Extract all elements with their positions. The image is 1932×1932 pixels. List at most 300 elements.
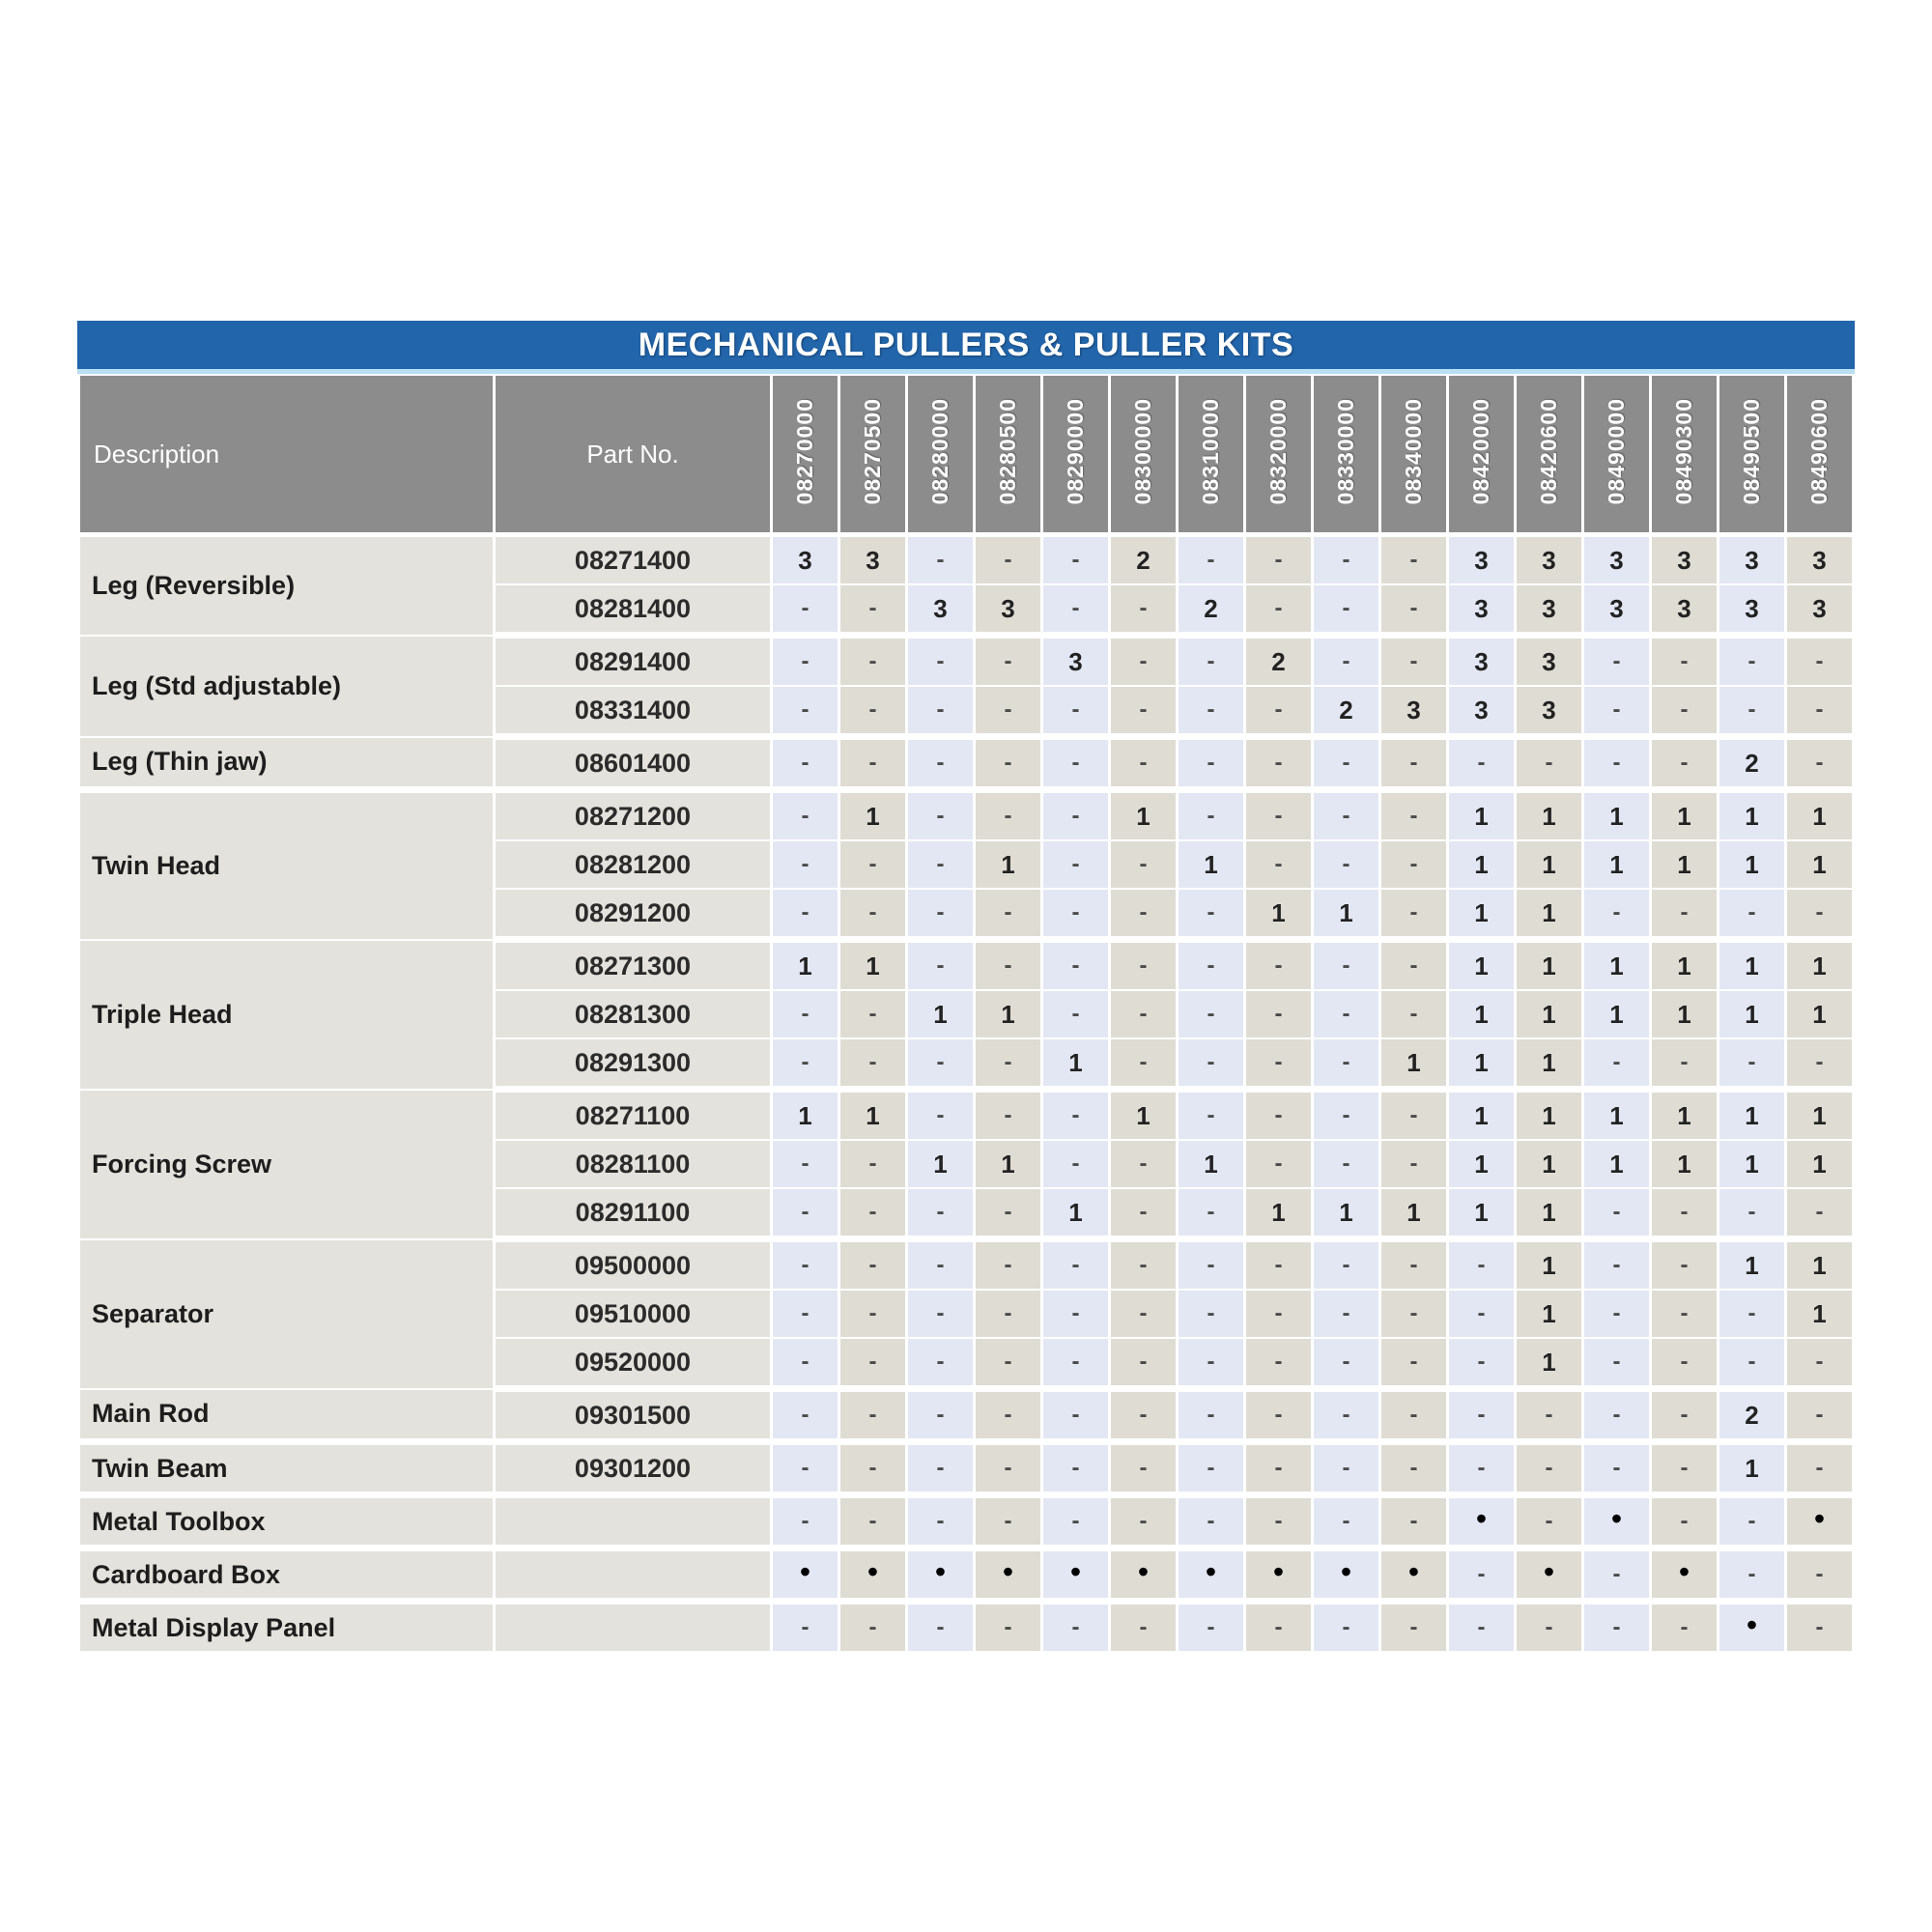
quantity-value: 1 [1001,999,1015,1029]
matrix-cell [907,535,975,585]
not-included-dash: - [1612,1561,1621,1587]
part-no-cell [495,1548,772,1602]
matrix-cell [1313,1602,1380,1655]
matrix-cell [1313,686,1380,737]
matrix-cell [1719,1239,1786,1291]
matrix-cell [1448,636,1516,687]
part-no-cell: 08271100 [495,1090,772,1141]
matrix-cell [839,1442,907,1495]
not-included-dash: - [1409,1001,1418,1027]
not-included-dash: - [1274,952,1283,979]
matrix-cell [772,840,839,889]
matrix-cell [1516,1290,1583,1338]
not-included-dash: - [1680,899,1689,925]
not-included-dash: - [1274,1151,1283,1177]
matrix-cell [839,1548,907,1602]
matrix-cell [1583,1188,1651,1239]
not-included-dash: - [1612,1402,1621,1428]
not-included-dash: - [801,1614,810,1640]
not-included-dash: - [1207,899,1215,925]
not-included-dash: - [1139,899,1148,925]
matrix-cell [1042,535,1110,585]
matrix-cell [1448,1389,1516,1442]
matrix-cell [1448,1602,1516,1655]
matrix-cell [1313,1548,1380,1602]
matrix-cell [1786,840,1854,889]
matrix-cell [839,1140,907,1188]
not-included-dash: - [1004,1349,1012,1375]
quantity-value: 3 [1542,695,1556,724]
quantity-value: 1 [1542,1047,1556,1077]
matrix-cell [1245,584,1313,636]
not-included-dash: - [1342,952,1350,979]
not-included-dash: - [868,1300,877,1326]
not-included-dash: - [1477,1300,1486,1326]
matrix-cell [1245,737,1313,790]
part-no-cell: 08291200 [495,889,772,940]
matrix-cell [1042,940,1110,991]
matrix-cell [1178,1442,1245,1495]
quantity-value: 1 [1542,999,1556,1029]
matrix-cell [1448,990,1516,1038]
quantity-value: 1 [1812,999,1827,1029]
quantity-value: 1 [866,951,880,980]
pullers-table [77,374,1855,1658]
matrix-cell [1651,1188,1719,1239]
matrix-cell [1448,1548,1516,1602]
not-included-dash: - [868,1402,877,1428]
part-no-cell: 08281200 [495,840,772,889]
not-included-dash: - [1815,1614,1824,1640]
matrix-cell [1178,737,1245,790]
not-included-dash: - [1071,1614,1080,1640]
table-row [79,790,1854,841]
not-included-dash: - [1274,1455,1283,1481]
not-included-dash: - [1612,1349,1621,1375]
matrix-cell [1516,1602,1583,1655]
not-included-dash: - [1747,1199,1756,1225]
matrix-cell [1583,840,1651,889]
matrix-cell [1042,889,1110,940]
matrix-cell [1380,1548,1448,1602]
quantity-value: 3 [1542,646,1556,676]
quantity-value: 1 [1136,1100,1151,1130]
table-row [79,1090,1854,1141]
matrix-cell [1516,990,1583,1038]
not-included-dash: - [1071,1102,1080,1128]
part-no-cell: 08271200 [495,790,772,841]
matrix-cell [1178,1389,1245,1442]
matrix-cell [1651,1338,1719,1389]
quantity-value: 1 [1745,1250,1759,1280]
matrix-cell [1583,990,1651,1038]
kit-part-number-label: 08420600 [1536,398,1561,505]
matrix-cell [1516,686,1583,737]
quantity-value: 3 [1406,695,1421,724]
matrix-cell [1651,535,1719,585]
quantity-value: 3 [1474,593,1489,623]
part-no-cell: 08271400 [495,535,772,585]
matrix-cell [1042,1239,1110,1291]
matrix-cell [1313,940,1380,991]
not-included-dash: - [1680,1455,1689,1481]
not-included-dash: - [1004,1252,1012,1278]
quantity-value: 1 [1068,1047,1083,1077]
quantity-value: 1 [1339,1197,1353,1227]
matrix-cell [1178,889,1245,940]
matrix-cell [1583,535,1651,585]
matrix-cell [1786,1038,1854,1090]
matrix-cell [1178,1239,1245,1291]
not-included-dash: - [1680,648,1689,674]
not-included-dash: - [936,1049,945,1075]
kit-part-number-label: 08290000 [1063,398,1088,505]
not-included-dash: - [936,952,945,979]
matrix-cell [839,1338,907,1389]
quantity-value: 1 [1812,1298,1827,1328]
matrix-cell [1110,737,1178,790]
matrix-cell [839,1239,907,1291]
matrix-cell [1786,686,1854,737]
not-included-dash: - [1409,899,1418,925]
not-included-dash: - [1071,899,1080,925]
not-included-dash: - [1274,547,1283,573]
quantity-value: 1 [1542,1347,1556,1377]
matrix-cell [1042,990,1110,1038]
matrix-cell [1448,1090,1516,1141]
matrix-cell [1380,535,1448,585]
matrix-cell [1313,1442,1380,1495]
table-row [79,940,1854,991]
not-included-dash: - [1274,1614,1283,1640]
quantity-value: 3 [1474,695,1489,724]
matrix-cell [975,737,1042,790]
matrix-cell [975,1389,1042,1442]
not-included-dash: - [801,1455,810,1481]
not-included-dash: - [1139,696,1148,723]
not-included-dash: - [1004,1455,1012,1481]
quantity-value: 3 [933,593,948,623]
quantity-value: 1 [1812,849,1827,879]
matrix-cell [1178,1338,1245,1389]
table-title: MECHANICAL PULLERS & PULLER KITS [77,321,1855,369]
matrix-cell [772,1140,839,1188]
kit-column-header [1178,375,1245,535]
matrix-cell [1719,737,1786,790]
kit-column-header [1448,375,1516,535]
part-no-cell: 08601400 [495,737,772,790]
kit-column-header [1042,375,1110,535]
matrix-cell [1651,686,1719,737]
matrix-cell [772,535,839,585]
matrix-cell [1448,940,1516,991]
not-included-dash: - [1409,1455,1418,1481]
not-included-dash: - [1545,750,1553,776]
matrix-cell [1245,1239,1313,1291]
description-cell: Leg (Thin jaw) [79,737,495,790]
matrix-cell [1245,686,1313,737]
quantity-value: 1 [1542,801,1556,831]
matrix-cell [772,1602,839,1655]
matrix-cell [1380,737,1448,790]
matrix-cell [1583,737,1651,790]
matrix-cell [1651,1140,1719,1188]
quantity-value: 1 [1745,1100,1759,1130]
kit-column-header [1719,375,1786,535]
matrix-cell [772,790,839,841]
quantity-value: 1 [933,1149,948,1179]
not-included-dash: - [1545,1402,1553,1428]
matrix-cell [1719,990,1786,1038]
quantity-value: 1 [1474,999,1489,1029]
not-included-dash: - [1139,1049,1148,1075]
matrix-cell [1245,1338,1313,1389]
not-included-dash: - [1815,899,1824,925]
not-included-dash: - [936,1614,945,1640]
not-included-dash: - [1680,1508,1689,1534]
matrix-cell [772,1090,839,1141]
matrix-cell [772,636,839,687]
matrix-cell [1786,636,1854,687]
matrix-cell [1786,1188,1854,1239]
matrix-cell [1380,1495,1448,1548]
matrix-cell [1110,1090,1178,1141]
not-included-dash: - [1477,1402,1486,1428]
description-cell: Metal Display Panel [79,1602,495,1655]
matrix-cell [907,940,975,991]
not-included-dash: - [868,696,877,723]
matrix-cell [1313,1239,1380,1291]
quantity-value: 2 [1339,695,1353,724]
matrix-cell [1786,1140,1854,1188]
matrix-cell [839,1290,907,1338]
matrix-cell [1786,1495,1854,1548]
table-row [79,535,1854,585]
not-included-dash: - [801,1001,810,1027]
table-body [79,535,1854,1655]
not-included-dash: - [1274,851,1283,877]
matrix-cell [839,1495,907,1548]
quantity-value: 3 [1542,545,1556,575]
not-included-dash: - [1612,696,1621,723]
matrix-cell [1313,889,1380,940]
not-included-dash: - [1815,1402,1824,1428]
not-included-dash: - [1004,547,1012,573]
matrix-cell [1651,1495,1719,1548]
matrix-cell [1516,1038,1583,1090]
included-bullet: • [1813,1501,1826,1536]
matrix-cell [1042,1090,1110,1141]
matrix-cell [1110,1239,1178,1291]
matrix-cell [1583,686,1651,737]
matrix-cell [1042,1389,1110,1442]
matrix-cell [975,686,1042,737]
matrix-cell [839,636,907,687]
matrix-cell [839,790,907,841]
matrix-cell [975,584,1042,636]
not-included-dash: - [936,899,945,925]
not-included-dash: - [1139,1455,1148,1481]
matrix-cell [1245,1495,1313,1548]
not-included-dash: - [1477,1349,1486,1375]
quantity-value: 1 [798,1100,812,1130]
included-bullet: • [1407,1554,1420,1589]
not-included-dash: - [1342,750,1350,776]
quantity-value: 2 [1745,1400,1759,1430]
not-included-dash: - [1274,1001,1283,1027]
matrix-cell [907,636,975,687]
not-included-dash: - [801,1402,810,1428]
quantity-value: 1 [1542,1298,1556,1328]
matrix-cell [1042,840,1110,889]
matrix-cell [1313,535,1380,585]
matrix-cell [1245,1389,1313,1442]
matrix-cell [1516,1389,1583,1442]
matrix-cell [1178,940,1245,991]
matrix-cell [772,1038,839,1090]
quantity-value: 1 [1204,849,1218,879]
quantity-value: 1 [1609,849,1624,879]
kit-column-header [1245,375,1313,535]
matrix-cell [907,1090,975,1141]
not-included-dash: - [1071,952,1080,979]
not-included-dash: - [1004,648,1012,674]
not-included-dash: - [801,1199,810,1225]
matrix-cell [975,636,1042,687]
not-included-dash: - [1409,750,1418,776]
not-included-dash: - [868,1349,877,1375]
kit-part-number-label: 08340000 [1401,398,1426,505]
matrix-cell [907,686,975,737]
not-included-dash: - [936,1252,945,1278]
matrix-cell [1651,1548,1719,1602]
quantity-value: 1 [1474,801,1489,831]
kit-column-header [839,375,907,535]
matrix-cell [1245,1442,1313,1495]
quantity-value: 1 [1745,999,1759,1029]
matrix-cell [1786,790,1854,841]
not-included-dash: - [868,1508,877,1534]
included-bullet: • [1678,1554,1690,1589]
matrix-cell [1178,790,1245,841]
matrix-cell [1313,1290,1380,1338]
matrix-cell [975,1239,1042,1291]
not-included-dash: - [868,1614,877,1640]
not-included-dash: - [1545,1614,1553,1640]
matrix-cell [1380,990,1448,1038]
not-included-dash: - [1477,1455,1486,1481]
not-included-dash: - [801,696,810,723]
matrix-cell [1380,940,1448,991]
quantity-value: 3 [1474,545,1489,575]
not-included-dash: - [1409,803,1418,829]
included-bullet: • [1272,1554,1285,1589]
not-included-dash: - [1004,1199,1012,1225]
not-included-dash: - [1207,1300,1215,1326]
kit-column-header [1380,375,1448,535]
matrix-cell [907,1038,975,1090]
matrix-cell [1719,889,1786,940]
matrix-cell [1245,940,1313,991]
not-included-dash: - [801,1300,810,1326]
not-included-dash: - [1004,696,1012,723]
matrix-cell [839,1602,907,1655]
not-included-dash: - [1071,595,1080,621]
not-included-dash: - [801,1252,810,1278]
matrix-cell [1110,790,1178,841]
matrix-cell [975,1442,1042,1495]
not-included-dash: - [1274,803,1283,829]
matrix-cell [772,686,839,737]
matrix-cell [907,1389,975,1442]
not-included-dash: - [1139,1508,1148,1534]
not-included-dash: - [1747,648,1756,674]
quantity-value: 3 [1609,593,1624,623]
not-included-dash: - [1342,1455,1350,1481]
quantity-value: 1 [798,951,812,980]
not-included-dash: - [868,750,877,776]
matrix-cell [1313,1338,1380,1389]
matrix-cell [1313,840,1380,889]
quantity-value: 2 [1745,748,1759,778]
matrix-cell [1786,990,1854,1038]
not-included-dash: - [1342,1252,1350,1278]
matrix-cell [1042,636,1110,687]
matrix-cell [1110,1602,1178,1655]
matrix-cell [907,1442,975,1495]
matrix-cell [1042,1548,1110,1602]
matrix-cell [1516,636,1583,687]
quantity-value: 1 [866,1100,880,1130]
quantity-value: 1 [1542,1100,1556,1130]
not-included-dash: - [1342,1151,1350,1177]
matrix-cell [1380,1188,1448,1239]
included-bullet: • [867,1554,879,1589]
not-included-dash: - [1139,1151,1148,1177]
not-included-dash: - [1139,1349,1148,1375]
matrix-cell [839,1090,907,1141]
matrix-cell [772,889,839,940]
not-included-dash: - [1274,1049,1283,1075]
matrix-cell [1313,737,1380,790]
not-included-dash: - [1071,696,1080,723]
matrix-cell [1380,686,1448,737]
matrix-cell [1786,1090,1854,1141]
matrix-cell [1719,1495,1786,1548]
matrix-cell [1786,1338,1854,1389]
not-included-dash: - [936,547,945,573]
matrix-cell [1042,584,1110,636]
matrix-cell [907,1239,975,1291]
matrix-cell [1178,535,1245,585]
matrix-cell [1651,940,1719,991]
matrix-cell [772,1442,839,1495]
kit-part-number-label: 08280500 [995,398,1020,505]
not-included-dash: - [1815,1455,1824,1481]
not-included-dash: - [1071,1508,1080,1534]
quantity-value: 3 [866,545,880,575]
description-cell: Forcing Screw [79,1090,495,1239]
included-bullet: • [1543,1554,1555,1589]
not-included-dash: - [1342,1402,1350,1428]
matrix-cell [1719,840,1786,889]
matrix-cell [1042,1602,1110,1655]
matrix-cell [1516,584,1583,636]
matrix-cell [1516,1442,1583,1495]
matrix-cell [1110,1495,1178,1548]
matrix-cell [1583,790,1651,841]
matrix-cell [839,1038,907,1090]
